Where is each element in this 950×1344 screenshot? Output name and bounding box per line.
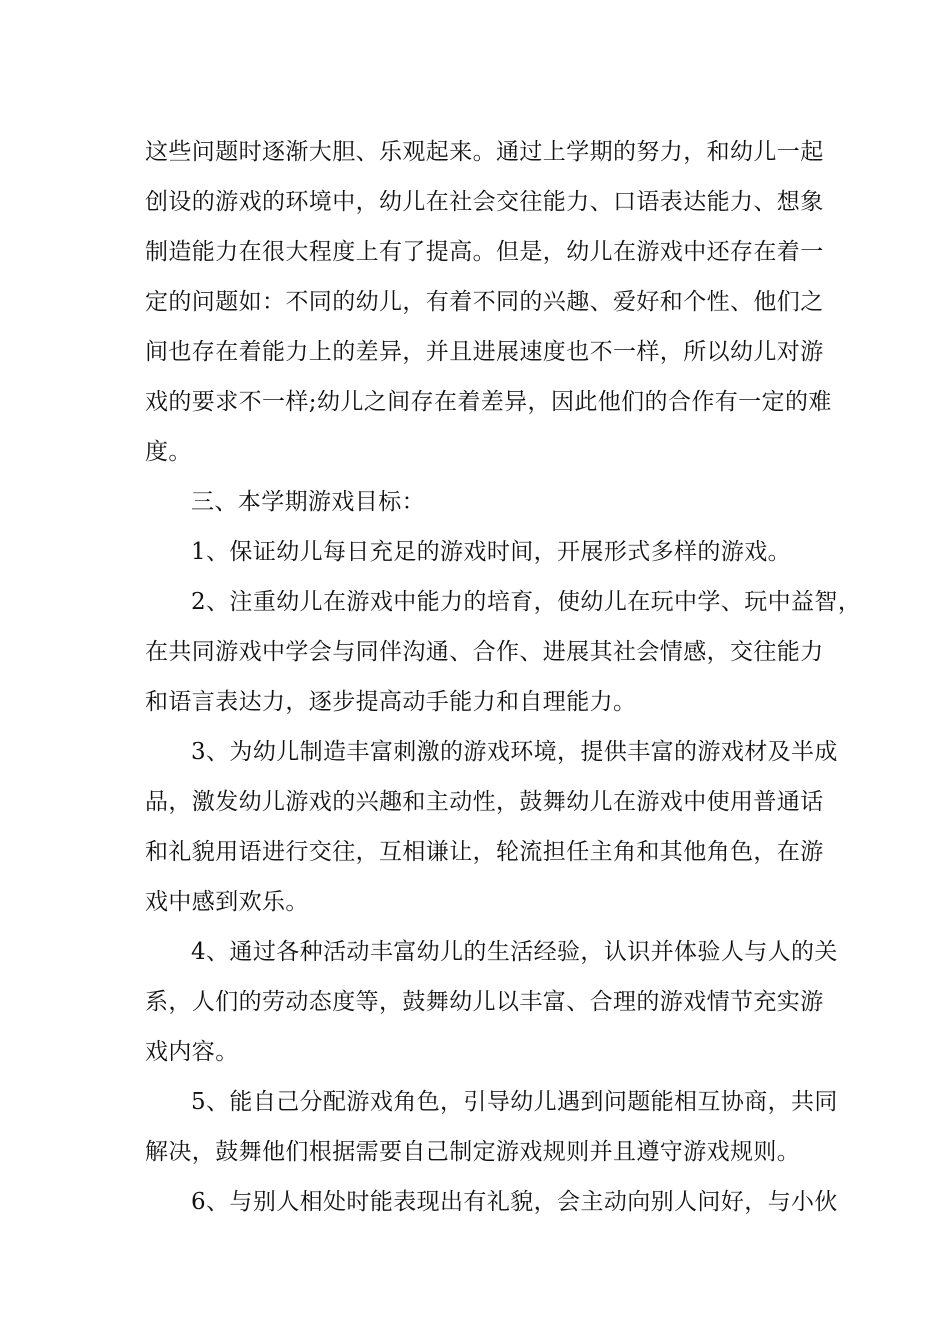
goal-item-6: 6、与别人相处时能表现出有礼貌，会主动向别人问好，与小伙 — [191, 1189, 838, 1215]
text-line: 这些问题时逐渐大胆、乐观起来。通过上学期的努力，和幼儿一起 — [145, 139, 824, 165]
text-line: 制造能力在很大程度上有了提高。但是，幼儿在游戏中还存在着一 — [145, 239, 824, 265]
text-line: 戏的要求不一样;幼儿之间存在着差异，因此他们的合作有一定的难 — [145, 389, 832, 415]
text-line: 创设的游戏的环境中，幼儿在社会交往能力、口语表达能力、想象 — [145, 189, 824, 215]
text-line: 戏中感到欢乐。 — [145, 889, 309, 915]
text-line: 定的问题如：不同的幼儿，有着不同的兴趣、爱好和个性、他们之 — [145, 289, 824, 315]
section-heading: 三、本学期游戏目标： — [191, 489, 425, 515]
goal-item-4: 4、通过各种活动丰富幼儿的生活经验，认识并体验人与人的关 — [191, 939, 838, 965]
goal-item-3: 3、为幼儿制造丰富刺激的游戏环境，提供丰富的游戏材及半成 — [191, 739, 838, 765]
text-line: 品，激发幼儿游戏的兴趣和主动性，鼓舞幼儿在游戏中使用普通话 — [145, 789, 824, 815]
goal-item-1: 1、保证幼儿每日充足的游戏时间，开展形式多样的游戏。 — [191, 539, 792, 565]
text-line: 间也存在着能力上的差异，并且进展速度也不一样，所以幼儿对游 — [145, 339, 824, 365]
text-line: 和语言表达力，逐步提高动手能力和自理能力。 — [145, 689, 637, 715]
goal-item-5: 5、能自己分配游戏角色，引导幼儿遇到问题能相互协商，共同 — [191, 1089, 838, 1115]
text-line: 在共同游戏中学会与同伴沟通、合作、进展其社会情感，交往能力 — [145, 639, 824, 665]
text-line: 系，人们的劳动态度等，鼓舞幼儿以丰富、合理的游戏情节充实游 — [145, 989, 824, 1015]
text-line: 戏内容。 — [145, 1039, 239, 1065]
text-line: 度。 — [145, 439, 192, 465]
text-line: 解决，鼓舞他们根据需要自己制定游戏规则并且遵守游戏规则。 — [145, 1139, 801, 1165]
text-line: 和礼貌用语进行交往，互相谦让，轮流担任主角和其他角色，在游 — [145, 839, 824, 865]
goal-item-2: 2、注重幼儿在游戏中能力的培育，使幼儿在玩中学、玩中益智， — [191, 589, 862, 615]
